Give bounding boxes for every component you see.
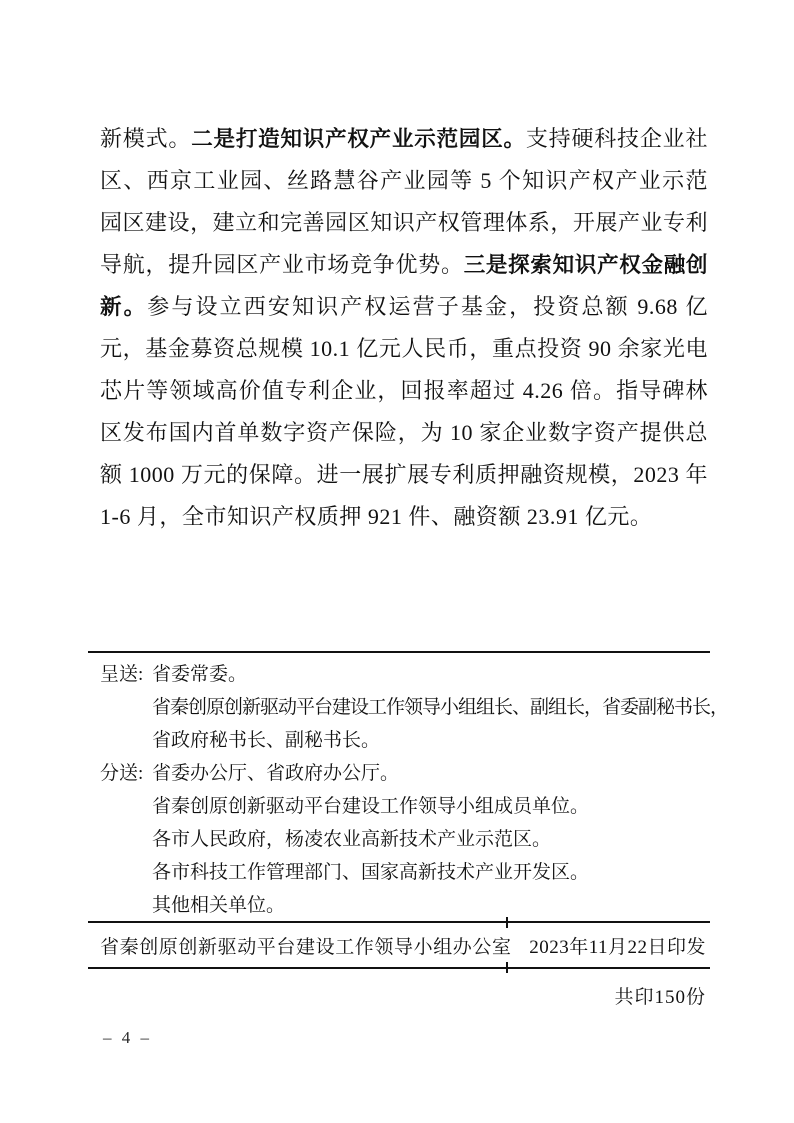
print-copies: 共印150份: [614, 987, 706, 1008]
distribution-text: 各市人民政府，杨凌农业高新技术产业示范区。: [152, 829, 552, 850]
distribution-line: [88, 889, 710, 922]
print-date: 2023年11月22日印发: [529, 936, 706, 958]
distribution-text: 省秦创原创新驱动平台建设工作领导小组成员单位。: [152, 796, 590, 817]
distribution-label: 分送:: [100, 763, 144, 784]
distribution-list: [88, 658, 729, 922]
distribution-text: 各市科技工作管理部门、国家高新技术产业开发区。: [152, 862, 590, 883]
distribution-line: [88, 790, 710, 823]
separator-tick-top: [506, 917, 508, 928]
distribution-line: [88, 724, 710, 757]
distribution-text: 省秦创原创新驱动平台建设工作领导小组组长、副组长，省委副秘书长，: [152, 697, 729, 718]
body-bold-heading: 三是探索知识产权金融创新。: [100, 253, 708, 319]
distribution-text: 其他相关单位。: [152, 895, 286, 916]
body-text-segment: 新模式。: [100, 126, 192, 151]
distribution-text: 省政府秘书长、副秘书长。: [152, 730, 381, 751]
distribution-line: [88, 823, 710, 856]
distribution-line: [88, 757, 710, 790]
distribution-text: 省委常委。: [152, 664, 248, 685]
body-paragraph: [100, 118, 708, 538]
distribution-block: [88, 651, 729, 922]
distribution-line: [88, 691, 729, 724]
body-text-segment: 参与设立西安知识产权运营子基金，投资总额 9.68 亿元，基金募资总规模 10.1 亿元人民币，重点投资 90 余家光电芯片等领域高价值专利企业，回报率超过 4.26 倍。指导碑林区发布国内首单数字资产保险，为 10 家企业数字资产提供总额 1000 万元的保障。进一展扩展专利质押融资规模，2023 年 1-6 月，全市知识产权质押 921 件、融资额 23.91 亿元。: [100, 294, 708, 529]
distribution-line: [88, 856, 710, 889]
distribution-line: [88, 658, 710, 691]
body-text-segment: 支持硬科技企业社区、西京工业园、丝路慧谷产业园等 5 个知识产权产业示范园区建设，建立和完善园区知识产权管理体系，开展产业专利导航，提升园区产业市场竞争优势。: [100, 126, 708, 277]
distribution-label: 呈送:: [100, 664, 144, 685]
body-bold-heading: 二是打造知识产权产业示范园区。: [191, 127, 526, 151]
separator-tick-bottom: [506, 962, 508, 973]
distribution-text: 省委办公厅、省政府办公厅。: [152, 763, 400, 784]
issuing-office: 省秦创原创新驱动平台建设工作领导小组办公室: [100, 936, 512, 958]
colophon-row: [88, 921, 710, 969]
page-number: – 4 –: [103, 1028, 152, 1047]
